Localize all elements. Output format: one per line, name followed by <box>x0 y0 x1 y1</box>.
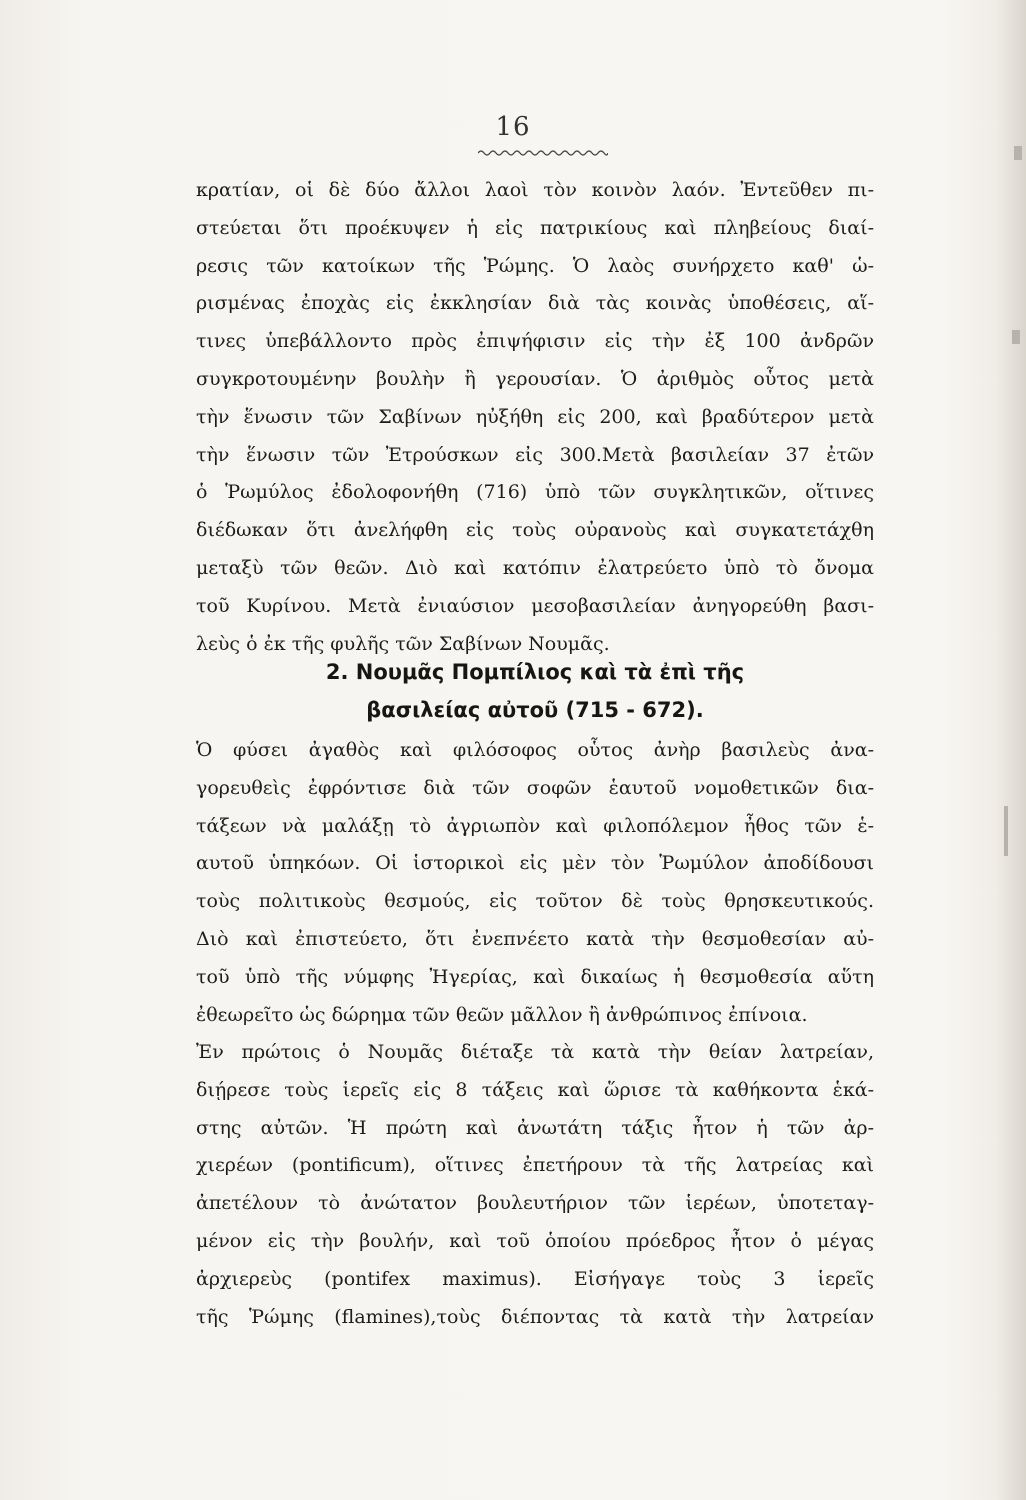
text-line: χιερέων (pontificum), οἵτινες ἐπετήρουν τὰ τῆς λατρείας καὶ <box>196 1154 874 1177</box>
margin-mark <box>1012 330 1020 344</box>
paragraph-3 <box>196 1034 874 1336</box>
text-line: διῄρεσε τοὺς ἱερεῖς εἰς 8 τάξεις καὶ ὥρισε τὰ καθήκοντα ἑκά- <box>196 1078 874 1101</box>
text-line: Ὁ φύσει ἀγαθὸς καὶ φιλόσοφος οὗτος ἀνὴρ βασιλεὺς ἀνα- <box>196 739 874 761</box>
text-line: τοῦ ὑπὸ τῆς νύμφης Ἠγερίας, καὶ δικαίως ἡ θεσμοθεσία αὕτη <box>196 965 874 988</box>
text-line: Ἐν πρώτοις ὁ Νουμᾶς διέταξε τὰ κατὰ τὴν θείαν λατρείαν, <box>196 1041 874 1063</box>
text-line: τοῦ Κυρίνου. Μετὰ ἐνιαύσιον μεσοβασιλείαν ἀνηγορεύθη βασι- <box>196 594 874 617</box>
text-line: τινες ὑπεβάλλοντο πρὸς ἐπιψήφισιν εἰς τὴν ἐξ 100 ἀνδρῶν <box>196 330 874 353</box>
text-line: τοὺς πολιτικοὺς θεσμούς, εἰς τοῦτον δὲ τοὺς θρησκευτικούς. <box>196 890 874 913</box>
section-heading <box>196 654 874 730</box>
heading-line: 2. Νουμᾶς Πομπίλιος καὶ τὰ ἐπὶ τῆς <box>325 660 745 684</box>
margin-mark <box>1014 146 1022 160</box>
text-line: τὴν ἕνωσιν τῶν Ἐτρούσκων εἰς 300.Μετὰ βασιλείαν 37 ἐτῶν <box>196 443 874 466</box>
text-line: συγκροτουμένην βουλὴν ἢ γερουσίαν. Ὁ ἀριθμὸς οὗτος μετὰ <box>196 367 874 390</box>
text-line: γορευθεὶς ἐφρόντισε διὰ τῶν σοφῶν ἑαυτοῦ νομοθετικῶν δια- <box>196 776 874 799</box>
text-line: αυτοῦ ὑπηκόων. Οἱ ἱστορικοὶ εἰς μὲν τὸν Ῥωμύλον ἀποδίδουσι <box>196 852 874 875</box>
text-line: στεύεται ὅτι προέκυψεν ἡ εἰς πατρικίους καὶ πληβείους διαί- <box>196 216 874 239</box>
text-line: ρεσις τῶν κατοίκων τῆς Ῥώμης. Ὁ λαὸς συνήρχετο καθ' ὡ- <box>196 254 874 277</box>
text-line: Διὸ καὶ ἐπιστεύετο, ὅτι ἐνεπνέετο κατὰ τὴν θεσμοθεσίαν αὐ- <box>196 927 874 950</box>
text-line: διέδωκαν ὅτι ἀνελήφθη εἰς τοὺς οὐρανοὺς καὶ συγκατετάχθη <box>196 519 874 542</box>
margin-mark <box>1004 806 1008 856</box>
paragraph-1 <box>196 172 874 663</box>
text-line: μεταξὺ τῶν θεῶν. Διὸ καὶ κατόπιν ἐλατρεύετο ὑπὸ τὸ ὄνομα <box>196 556 874 579</box>
paragraph-2 <box>196 732 874 1034</box>
text-line: ἀπετέλουν τὸ ἀνώτατον βουλευτήριον τῶν ἱερέων, ὑποτεταγ- <box>196 1192 874 1215</box>
text-line: κρατίαν, οἱ δὲ δύο ἄλλοι λαοὶ τὸν κοινὸν λαόν. Ἐντεῦθεν πι- <box>196 179 874 201</box>
text-line: λεὺς ὁ ἐκ τῆς φυλῆς τῶν Σαβίνων Νουμᾶς. <box>196 632 610 655</box>
text-line: ρισμένας ἐποχὰς εἰς ἐκκλησίαν διὰ τὰς κοινὰς ὑποθέσεις, αἵ- <box>196 292 874 315</box>
text-line: ἐθεωρεῖτο ὡς δώρημα τῶν θεῶν μᾶλλον ἢ ἀνθρώπινος ἐπίνοια. <box>196 1003 808 1026</box>
decorative-wavy-rule <box>478 148 608 158</box>
text-line: ὁ Ῥωμύλος ἐδολοφονήθη (716) ὑπὸ τῶν συγκλητικῶν, οἵτινες <box>196 481 874 504</box>
text-line: τὴν ἕνωσιν τῶν Σαβίνων ηὐξήθη εἰς 200, καὶ βραδύτερον μετὰ <box>196 405 874 428</box>
text-line: τῆς Ῥώμης (flamines),τοὺς διέποντας τὰ κατὰ τὴν λατρείαν <box>196 1305 874 1328</box>
text-line: στης αὐτῶν. Ἡ πρώτη καὶ ἀνωτάτη τάξις ἦτον ἡ τῶν ἀρ- <box>196 1116 874 1139</box>
page-number: 16 <box>495 112 531 142</box>
text-line: τάξεων νὰ μαλάξῃ τὸ ἀγριωπὸν καὶ φιλοπόλεμον ἦθος τῶν ἑ- <box>196 814 874 837</box>
text-line: μένον εἰς τὴν βουλήν, καὶ τοῦ ὁποίου πρόεδρος ἦτον ὁ μέγας <box>196 1229 874 1252</box>
text-line: ἀρχιερεὺς (pontifex maximus). Εἰσήγαγε τοὺς 3 ἱερεῖς <box>196 1267 874 1290</box>
heading-line: βασιλείας αὐτοῦ (715 - 672). <box>366 697 704 722</box>
page-edge-shadow <box>996 0 1026 1500</box>
